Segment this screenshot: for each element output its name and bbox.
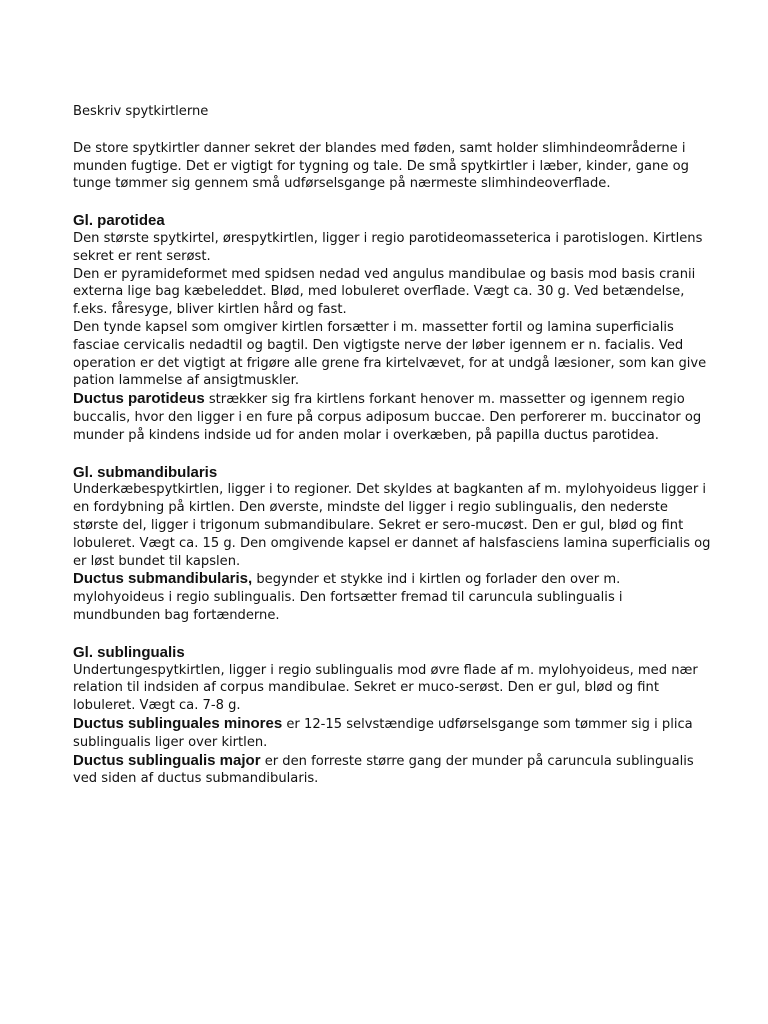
parotidea-duct-label: Ductus parotideus [73,390,205,408]
submandibularis-duct-text: begynder et stykke ind i kirtlen og forlader den over m. mylohyoideus i regio sublingualis. Den fortsætter fremad til caruncula sublingualis i mundbunden bag fortænderne. [73,572,623,623]
spacer [73,193,713,212]
parotidea-paragraph-2: Den er pyramideformet med spidsen nedad ved angulus mandibulae og basis mod basis cranii externa lige bag kæbeleddet. Blød, med lobuleret overflade. Vægt ca. 30 g. Ved betændelse, f.eks. fåresyge, bliver kirtlen hård og fast. [73,266,696,318]
section-heading-parotidea: Gl. parotidea [73,212,165,230]
section-parotidea [73,212,713,444]
submandibularis-duct-paragraph [73,570,713,624]
section-submandibularis [73,464,713,625]
submandibularis-duct-label: Ductus submandibularis, [73,570,253,588]
parotidea-duct-text: strækker sig fra kirtlens forkant henover m. massetter og igennem regio buccalis, hvor den ligger i en fure på corpus adiposum buccae. Den perforerer m. buccinator og munder på kindens indside ud for anden molar i overkæben, på papilla ductus parotidea. [73,392,702,443]
section-heading-sublingualis: Gl. sublingualis [73,643,185,661]
document-title: Beskriv spytkirtlerne [73,104,209,119]
spacer [73,445,713,464]
section-sublingualis [73,644,713,788]
sublingualis-paragraph-1: Undertungespytkirtlen, ligger i regio sublingualis mod øvre flade af m. mylohyoideus, med nær relation til indsiden af corpus mandibulae. Sekret er muco-serøst. Den er gul, blød og fint lobuleret. Vægt ca. 7-8 g. [73,662,698,714]
sublingualis-minor-duct-paragraph [73,715,713,752]
parotidea-paragraph-3: Den tynde kapsel som omgiver kirtlen forsætter i m. massetter fortil og lamina superficialis fasciae cervicalis nedadtil og bagtil. Den vigtigste nerve der løber igennem er n. facialis. Ved operation er det vigtigt at frigøre alle grene fra kirtelvævet, for at undgå læsioner, som kan give pation lammelse af ansigtmuskler. [73,319,707,389]
sublingualis-major-duct-label: Ductus sublingualis major [73,751,261,769]
parotidea-paragraph-1: Den største spytkirtel, ørespytkirtlen, ligger i regio parotideomasseterica i parotislogen. Kirtlens sekret er rent serøst. [73,230,703,264]
submandibularis-paragraph-1: Underkæbespytkirtlen, ligger i to regioner. Det skyldes at bagkanten af m. mylohyoideus ligger i en fordybning på kirtlen. Den øverste, mindste del ligger i regio sublingualis, den nederste største del, ligger i trigonum submandibulare. Sekret er sero-mucøst. Den er gul, blød og fint lobuleret. Vægt ca. 15 g. Den omgivende kapsel er dannet af halsfasciens lamina superficialis og er løst bundet til kapslen. [73,482,711,569]
sublingualis-major-duct-paragraph [73,752,713,789]
sublingualis-major-duct-text: er den forreste større gang der munder på caruncula sublingualis ved siden af ductus submandibularis. [73,753,694,787]
intro-paragraph: De store spytkirtler danner sekret der blandes med føden, samt holder slimhindeområderne i munden fugtige. Det er vigtigt for tygning og tale. De små spytkirtler i læber, kinder, gane og tunge tømmer sig gennem små udførselsgange på nærmeste slimhindeoverflade. [73,140,689,192]
document-page [73,103,713,788]
sublingualis-minor-duct-text: er 12-15 selvstændige udførselsgange som tømmer sig i plica sublingualis liger over kirtlen. [73,716,693,750]
spacer [73,625,713,644]
sublingualis-minor-duct-label: Ductus sublinguales minores [73,714,283,732]
parotidea-duct-paragraph [73,390,713,444]
section-heading-submandibularis: Gl. submandibularis [73,463,218,481]
